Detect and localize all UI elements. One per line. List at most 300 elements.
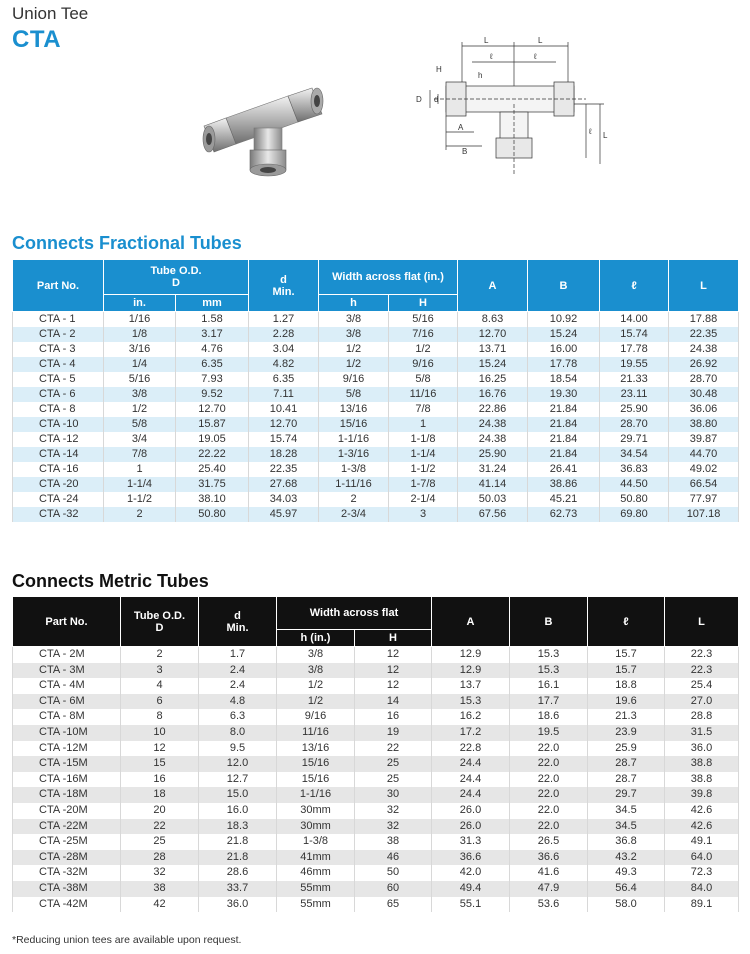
table-row (13, 647, 739, 663)
table-cell: 24.38 (669, 342, 739, 357)
table-cell: 24.4 (432, 772, 510, 788)
table-row (13, 417, 739, 432)
table-cell: 22.0 (510, 787, 588, 803)
table-cell: 107.18 (669, 507, 739, 522)
table-cell: 42.0 (432, 865, 510, 881)
table-cell: 47.9 (510, 881, 588, 897)
table-cell: 50.80 (600, 492, 669, 507)
table-row (13, 819, 739, 835)
table-cell: 7/8 (104, 447, 176, 462)
col-L: L (665, 597, 739, 647)
table-cell: 46 (355, 850, 432, 866)
table-cell: 7/16 (389, 327, 458, 342)
part-number-cell: CTA - 4M (13, 678, 121, 694)
table-cell: 5/16 (389, 312, 458, 328)
table-cell: 17.78 (600, 342, 669, 357)
col-A: A (432, 597, 510, 647)
table-cell: 1-1/8 (389, 432, 458, 447)
table-cell: 5/16 (104, 372, 176, 387)
product-code-title: CTA (12, 26, 62, 53)
table-cell: 66.54 (669, 477, 739, 492)
part-number-cell: CTA - 4 (13, 357, 104, 372)
table-cell: 9.5 (199, 741, 277, 757)
table-cell: 6.35 (176, 357, 249, 372)
table-cell: 17.78 (528, 357, 600, 372)
table-cell: 19.30 (528, 387, 600, 402)
part-number-cell: CTA -12 (13, 432, 104, 447)
table-cell: 34.03 (249, 492, 319, 507)
part-number-cell: CTA - 3M (13, 663, 121, 679)
table-cell: 25.90 (458, 447, 528, 462)
table-cell: 19 (355, 725, 432, 741)
table-cell: 7.11 (249, 387, 319, 402)
table-cell: 25 (355, 756, 432, 772)
table-cell: 21.84 (528, 447, 600, 462)
table-row (13, 402, 739, 417)
table-cell: 28.8 (665, 709, 739, 725)
drawing-label-l3: ℓ (589, 127, 592, 136)
col-H: H (389, 295, 458, 312)
table-cell: 58.0 (588, 897, 665, 913)
table-cell: 32 (355, 803, 432, 819)
table-cell: 18.28 (249, 447, 319, 462)
fractional-tubes-table (12, 259, 739, 522)
table-cell: 24.38 (458, 432, 528, 447)
table-cell: 65 (355, 897, 432, 913)
table-row (13, 663, 739, 679)
part-number-cell: CTA - 6M (13, 694, 121, 710)
table-cell: 39.8 (665, 787, 739, 803)
table-cell: 41.6 (510, 865, 588, 881)
table-cell: 5/8 (104, 417, 176, 432)
table-cell: 22.0 (510, 772, 588, 788)
drawing-label-l1: ℓ (490, 52, 493, 61)
table-cell: 12.0 (199, 756, 277, 772)
col-part-no: Part No. (13, 260, 104, 312)
table-cell: 38.8 (665, 772, 739, 788)
table-cell: 22.3 (665, 647, 739, 663)
table-cell: 50.03 (458, 492, 528, 507)
table-cell: 27.68 (249, 477, 319, 492)
table-cell: 1-1/4 (389, 447, 458, 462)
table-cell: 26.92 (669, 357, 739, 372)
table-cell: 17.7 (510, 694, 588, 710)
table-cell: 22.0 (510, 819, 588, 835)
col-B: B (528, 260, 600, 312)
part-number-cell: CTA -18M (13, 787, 121, 803)
table-cell: 49.02 (669, 462, 739, 477)
table-cell: 21.84 (528, 432, 600, 447)
table-cell: 2.4 (199, 663, 277, 679)
table-row (13, 694, 739, 710)
table-cell: 49.3 (588, 865, 665, 881)
part-number-cell: CTA -24 (13, 492, 104, 507)
table-cell: 25.4 (665, 678, 739, 694)
part-number-cell: CTA - 3 (13, 342, 104, 357)
table-cell: 1 (104, 462, 176, 477)
table-cell: 1/4 (104, 357, 176, 372)
part-number-cell: CTA - 1 (13, 312, 104, 328)
table-cell: 16.25 (458, 372, 528, 387)
table-cell: 2 (104, 507, 176, 522)
part-number-cell: CTA -32 (13, 507, 104, 522)
table-cell: 9.52 (176, 387, 249, 402)
table-cell: 22 (121, 819, 199, 835)
table-cell: 64.0 (665, 850, 739, 866)
table-cell: 36.0 (199, 897, 277, 913)
table-cell: 15.3 (510, 663, 588, 679)
table-cell: 3/16 (104, 342, 176, 357)
table-row (13, 897, 739, 913)
table-row (13, 507, 739, 522)
table-cell: 6.35 (249, 372, 319, 387)
table-cell: 3/8 (319, 312, 389, 328)
table-cell: 41mm (277, 850, 355, 866)
table-cell: 22 (355, 741, 432, 757)
table-cell: 4.82 (249, 357, 319, 372)
table-cell: 4 (121, 678, 199, 694)
table-cell: 31.5 (665, 725, 739, 741)
drawing-label-d: d (434, 95, 439, 104)
table-cell: 31.24 (458, 462, 528, 477)
table-cell: 15/16 (277, 772, 355, 788)
col-H: H (355, 630, 432, 647)
table-cell: 18 (121, 787, 199, 803)
metric-section-title: Connects Metric Tubes (12, 571, 209, 591)
footnote: *Reducing union tees are available upon request. (12, 934, 242, 946)
table-cell: 1-7/8 (389, 477, 458, 492)
table-cell: 39.87 (669, 432, 739, 447)
product-subtitle: Union Tee (12, 4, 89, 23)
table-cell: 7.93 (176, 372, 249, 387)
table-cell: 28.70 (600, 417, 669, 432)
table-cell: 16.76 (458, 387, 528, 402)
table-cell: 3.17 (176, 327, 249, 342)
table-cell: 21.8 (199, 850, 277, 866)
drawing-label-L3: L (603, 131, 608, 140)
table-cell: 30.48 (669, 387, 739, 402)
part-number-cell: CTA - 2 (13, 327, 104, 342)
drawing-label-L1: L (484, 36, 489, 45)
table-cell: 24.4 (432, 787, 510, 803)
table-cell: 15.0 (199, 787, 277, 803)
table-cell: 1-1/2 (104, 492, 176, 507)
table-cell: 1/2 (104, 402, 176, 417)
part-number-cell: CTA -20M (13, 803, 121, 819)
table-row (13, 432, 739, 447)
table-cell: 36.8 (588, 834, 665, 850)
part-number-cell: CTA -16 (13, 462, 104, 477)
drawing-label-H: H (436, 65, 442, 74)
table-cell: 13.7 (432, 678, 510, 694)
table-cell: 34.54 (600, 447, 669, 462)
table-cell: 6 (121, 694, 199, 710)
table-cell: 11/16 (277, 725, 355, 741)
table-cell: 25.9 (588, 741, 665, 757)
table-cell: 1-1/16 (277, 787, 355, 803)
table-cell: 25 (121, 834, 199, 850)
table-cell: 16 (355, 709, 432, 725)
table-cell: 49.1 (665, 834, 739, 850)
col-in: in. (104, 295, 176, 312)
table-cell: 1.27 (249, 312, 319, 328)
table-row (13, 357, 739, 372)
table-cell: 2 (121, 647, 199, 663)
table-row (13, 327, 739, 342)
table-cell: 1-3/16 (319, 447, 389, 462)
table-cell: 3/8 (277, 663, 355, 679)
table-cell: 25.90 (600, 402, 669, 417)
table-cell: 3/8 (277, 647, 355, 663)
part-number-cell: CTA -32M (13, 865, 121, 881)
col-h-in: h (in.) (277, 630, 355, 647)
table-cell: 30mm (277, 819, 355, 835)
table-cell: 26.5 (510, 834, 588, 850)
metric-tubes-table (12, 596, 739, 912)
table-row (13, 865, 739, 881)
part-number-cell: CTA -14 (13, 447, 104, 462)
col-part-no: Part No. (13, 597, 121, 647)
table-cell: 3 (389, 507, 458, 522)
part-number-cell: CTA -10 (13, 417, 104, 432)
table-cell: 18.54 (528, 372, 600, 387)
table-cell: 2-1/4 (389, 492, 458, 507)
part-number-cell: CTA - 8M (13, 709, 121, 725)
table-cell: 3/4 (104, 432, 176, 447)
table-cell: 10 (121, 725, 199, 741)
table-row (13, 492, 739, 507)
table-cell: 24.4 (432, 756, 510, 772)
table-row (13, 756, 739, 772)
table-row (13, 447, 739, 462)
table-cell: 33.7 (199, 881, 277, 897)
table-cell: 1/8 (104, 327, 176, 342)
table-cell: 15.24 (458, 357, 528, 372)
table-cell: 22.86 (458, 402, 528, 417)
table-cell: 53.6 (510, 897, 588, 913)
table-row (13, 772, 739, 788)
drawing-label-L2: L (538, 36, 543, 45)
table-cell: 12 (355, 663, 432, 679)
table-cell: 36.6 (510, 850, 588, 866)
table-cell: 28.6 (199, 865, 277, 881)
col-tube-od: Tube O.D. D (121, 597, 199, 647)
table-cell: 38 (121, 881, 199, 897)
table-cell: 36.0 (665, 741, 739, 757)
table-cell: 89.1 (665, 897, 739, 913)
table-cell: 1-3/8 (277, 834, 355, 850)
table-cell: 21.8 (199, 834, 277, 850)
table-cell: 38 (355, 834, 432, 850)
table-cell: 28.7 (588, 772, 665, 788)
table-cell: 16.1 (510, 678, 588, 694)
table-cell: 41.14 (458, 477, 528, 492)
table-cell: 38.86 (528, 477, 600, 492)
table-cell: 55.1 (432, 897, 510, 913)
table-cell: 16.00 (528, 342, 600, 357)
table-cell: 31.75 (176, 477, 249, 492)
part-number-cell: CTA -10M (13, 725, 121, 741)
table-cell: 1/2 (319, 357, 389, 372)
table-cell: 1-11/16 (319, 477, 389, 492)
part-number-cell: CTA - 2M (13, 647, 121, 663)
table-cell: 30mm (277, 803, 355, 819)
table-row (13, 678, 739, 694)
table-cell: 9/16 (319, 372, 389, 387)
table-cell: 13/16 (277, 741, 355, 757)
table-cell: 2.28 (249, 327, 319, 342)
table-cell: 22.35 (249, 462, 319, 477)
table-cell: 1-1/2 (389, 462, 458, 477)
table-cell: 46mm (277, 865, 355, 881)
table-cell: 42.6 (665, 819, 739, 835)
table-cell: 15 (121, 756, 199, 772)
table-cell: 12 (355, 647, 432, 663)
table-cell: 18.8 (588, 678, 665, 694)
table-cell: 21.3 (588, 709, 665, 725)
table-row (13, 803, 739, 819)
table-cell: 10.41 (249, 402, 319, 417)
table-cell: 25.40 (176, 462, 249, 477)
col-l: ℓ (588, 597, 665, 647)
table-cell: 77.97 (669, 492, 739, 507)
table-cell: 15.74 (600, 327, 669, 342)
table-cell: 62.73 (528, 507, 600, 522)
part-number-cell: CTA -28M (13, 850, 121, 866)
part-number-cell: CTA -38M (13, 881, 121, 897)
table-row (13, 372, 739, 387)
table-cell: 14.00 (600, 312, 669, 328)
table-cell: 15/16 (277, 756, 355, 772)
table-cell: 28.7 (588, 756, 665, 772)
union-tee-photo (196, 70, 336, 180)
fractional-section-title: Connects Fractional Tubes (12, 233, 242, 253)
table-cell: 15.3 (432, 694, 510, 710)
table-cell: 55mm (277, 897, 355, 913)
table-cell: 50 (355, 865, 432, 881)
table-cell: 5/8 (319, 387, 389, 402)
table-cell: 15.87 (176, 417, 249, 432)
col-width-flat: Width across flat (277, 597, 432, 630)
table-cell: 5/8 (389, 372, 458, 387)
table-cell: 21.84 (528, 402, 600, 417)
part-number-cell: CTA -25M (13, 834, 121, 850)
table-cell: 1.7 (199, 647, 277, 663)
col-A: A (458, 260, 528, 312)
table-cell: 42 (121, 897, 199, 913)
drawing-label-B: B (462, 147, 468, 156)
table-cell: 23.11 (600, 387, 669, 402)
table-cell: 67.56 (458, 507, 528, 522)
table-cell: 29.71 (600, 432, 669, 447)
table-row (13, 462, 739, 477)
table-cell: 1-3/8 (319, 462, 389, 477)
table-cell: 12.7 (199, 772, 277, 788)
part-number-cell: CTA - 6 (13, 387, 104, 402)
table-cell: 22.35 (669, 327, 739, 342)
table-cell: 69.80 (600, 507, 669, 522)
table-cell: 26.41 (528, 462, 600, 477)
table-cell: 9/16 (389, 357, 458, 372)
table-cell: 28.70 (669, 372, 739, 387)
table-cell: 12.9 (432, 647, 510, 663)
table-cell: 16.0 (199, 803, 277, 819)
table-cell: 15.3 (510, 647, 588, 663)
table-cell: 15.74 (249, 432, 319, 447)
table-cell: 36.6 (432, 850, 510, 866)
part-number-cell: CTA - 5 (13, 372, 104, 387)
table-cell: 3/8 (319, 327, 389, 342)
table-cell: 13.71 (458, 342, 528, 357)
table-cell: 49.4 (432, 881, 510, 897)
table-cell: 1.58 (176, 312, 249, 328)
table-cell: 17.88 (669, 312, 739, 328)
table-cell: 15.24 (528, 327, 600, 342)
table-cell: 32 (355, 819, 432, 835)
table-cell: 32 (121, 865, 199, 881)
table-cell: 42.6 (665, 803, 739, 819)
table-cell: 28 (121, 850, 199, 866)
table-row (13, 709, 739, 725)
table-cell: 38.10 (176, 492, 249, 507)
table-cell: 19.05 (176, 432, 249, 447)
table-cell: 2 (319, 492, 389, 507)
table-row (13, 312, 739, 328)
table-cell: 1/2 (389, 342, 458, 357)
table-cell: 19.6 (588, 694, 665, 710)
table-cell: 12 (355, 678, 432, 694)
table-cell: 2-3/4 (319, 507, 389, 522)
table-cell: 27.0 (665, 694, 739, 710)
dimension-drawing (410, 34, 610, 184)
table-cell: 1/16 (104, 312, 176, 328)
table-cell: 23.9 (588, 725, 665, 741)
table-cell: 1-1/16 (319, 432, 389, 447)
col-mm: mm (176, 295, 249, 312)
table-cell: 10.92 (528, 312, 600, 328)
table-cell: 2.4 (199, 678, 277, 694)
table-cell: 30 (355, 787, 432, 803)
table-cell: 15.7 (588, 663, 665, 679)
table-cell: 50.80 (176, 507, 249, 522)
table-cell: 8.0 (199, 725, 277, 741)
table-cell: 13/16 (319, 402, 389, 417)
drawing-label-D: D (416, 95, 422, 104)
table-cell: 16.2 (432, 709, 510, 725)
table-cell: 29.7 (588, 787, 665, 803)
table-cell: 44.70 (669, 447, 739, 462)
table-cell: 3/8 (104, 387, 176, 402)
table-row (13, 725, 739, 741)
col-L: L (669, 260, 739, 312)
table-cell: 34.5 (588, 819, 665, 835)
table-cell: 22.3 (665, 663, 739, 679)
table-row (13, 787, 739, 803)
table-cell: 14 (355, 694, 432, 710)
table-row (13, 881, 739, 897)
col-d-min: d Min. (249, 260, 319, 312)
part-number-cell: CTA - 8 (13, 402, 104, 417)
table-cell: 36.83 (600, 462, 669, 477)
table-cell: 17.2 (432, 725, 510, 741)
table-cell: 38.8 (665, 756, 739, 772)
part-number-cell: CTA -20 (13, 477, 104, 492)
col-width-flat: Width across flat (in.) (319, 260, 458, 295)
table-cell: 1-1/4 (104, 477, 176, 492)
table-cell: 3 (121, 663, 199, 679)
table-cell: 12.70 (458, 327, 528, 342)
table-cell: 31.3 (432, 834, 510, 850)
